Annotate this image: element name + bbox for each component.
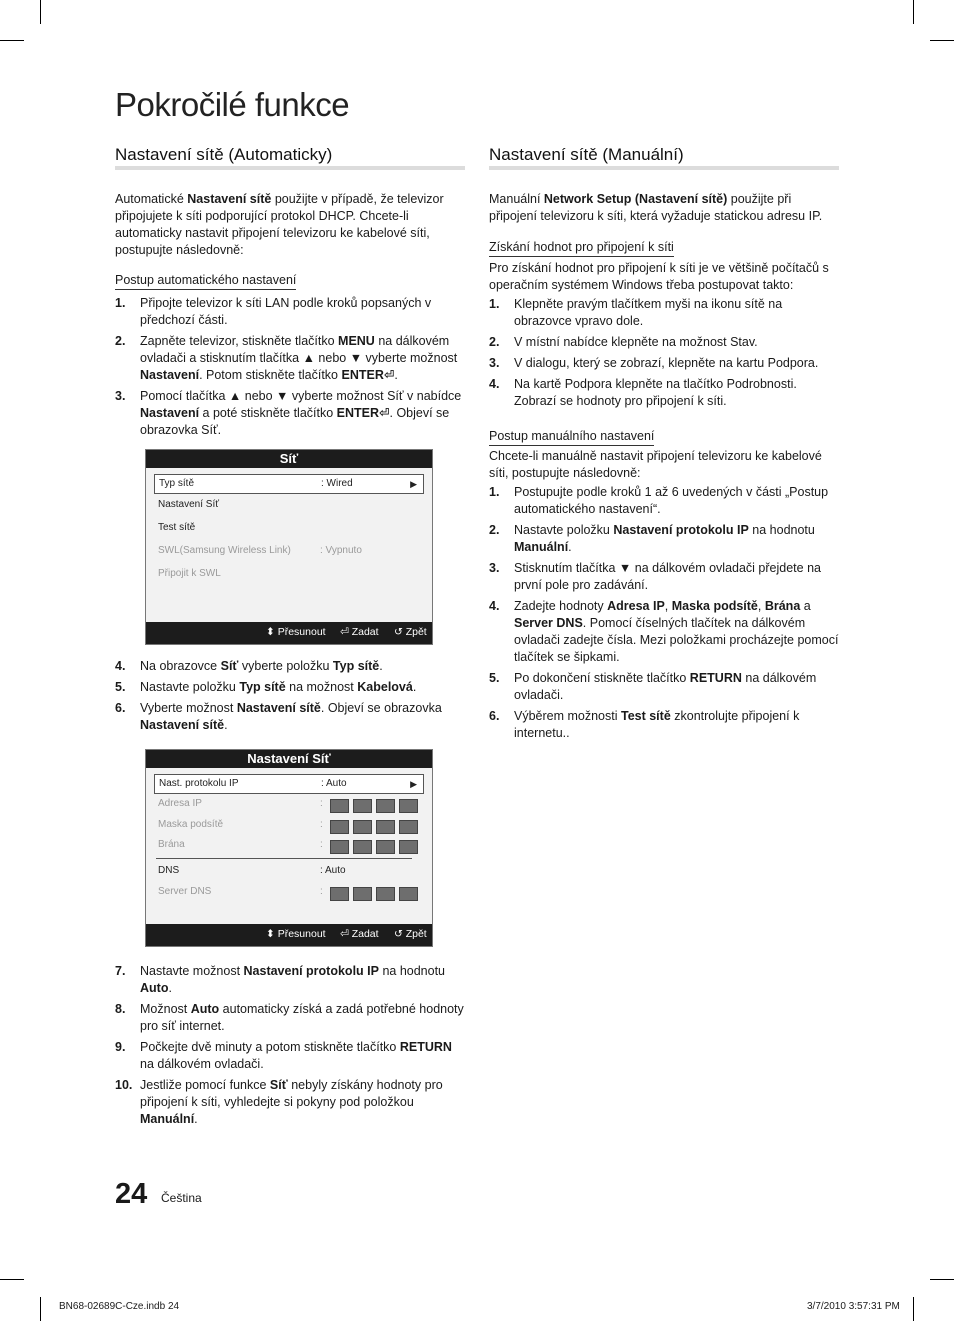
text-run: . — [379, 659, 383, 673]
step-number: 6. — [489, 709, 500, 723]
text-run: Auto — [140, 981, 169, 995]
crop-mark — [930, 1279, 954, 1280]
subheading-auto-setup: Postup automatického nastavení — [115, 272, 296, 290]
step-text — [514, 522, 839, 556]
tv-menu-row[interactable] — [154, 496, 424, 514]
text-run: Test sítě — [620, 709, 671, 723]
text-run: vyberte položku — [238, 659, 333, 673]
step-number: 4. — [115, 659, 126, 673]
ip-field-group — [330, 819, 422, 837]
tv-menu-network — [145, 449, 433, 645]
tv-menu-row[interactable] — [154, 883, 424, 901]
print-date-info: 3/7/2010 3:57:31 PM — [807, 1301, 900, 1312]
text-run: Po dokončení stiskněte tlačítko — [514, 671, 690, 685]
tv-menu-row-label: Server DNS — [158, 886, 212, 897]
text-run: na dálkovém ovladači. — [140, 1057, 264, 1071]
text-run: Typ sítě — [332, 659, 380, 673]
section-heading-manual: Nastavení sítě (Manuální) — [489, 145, 839, 170]
back-hint: ↺ Zpět — [394, 626, 427, 638]
text-run: ENTER — [336, 406, 380, 420]
text-run: Nastavte položku — [140, 680, 240, 694]
step-item — [489, 334, 839, 351]
step-number: 5. — [489, 671, 500, 685]
ip-octet-field[interactable] — [376, 887, 395, 901]
step-number: 4. — [489, 377, 500, 391]
text-run: . — [224, 718, 228, 732]
step-item — [489, 708, 839, 742]
tv-menu-footer — [146, 924, 432, 946]
intro-paragraph — [489, 191, 839, 225]
ip-octet-field[interactable] — [376, 840, 395, 854]
step-text — [514, 376, 839, 410]
step-text — [514, 296, 839, 330]
right-column — [489, 145, 839, 746]
step-text — [514, 355, 839, 372]
step-number: 1. — [489, 485, 500, 499]
step-number: 2. — [115, 334, 126, 348]
text-run: Pro získání hodnot pro připojení k síti je ve většině počítačů s operačním systémem Windows třeba postupovat takto: — [489, 261, 829, 292]
step-item — [115, 963, 465, 997]
tv-menu-network-setup — [145, 749, 433, 947]
text-run: ⏎ — [379, 406, 390, 420]
tv-menu-row[interactable] — [154, 862, 424, 880]
step-item — [115, 679, 465, 696]
text-run: automaticky získá a zadá potřebné hodnoty pro síť internet. — [140, 1002, 464, 1033]
tv-menu-row[interactable] — [154, 774, 424, 794]
text-run: . Pomocí číselných tlačítek na dálkovém ovladači zadejte čísla. Mezi položkami procházejte pomocí tlačítek se šipkami. — [514, 616, 839, 664]
ip-octet-field[interactable] — [399, 799, 418, 813]
arrow-right-icon: ▶ — [410, 779, 417, 789]
tv-menu-title: Síť — [146, 450, 432, 468]
ip-octet-field[interactable] — [376, 820, 395, 834]
ip-octet-field[interactable] — [353, 820, 372, 834]
subheading-manual-setup: Postup manuálního nastavení — [489, 428, 654, 446]
step-item — [115, 700, 465, 734]
step-item — [489, 670, 839, 704]
text-run: RETURN — [689, 671, 742, 685]
ip-octet-field[interactable] — [330, 887, 349, 901]
text-run: použijte při připojení televizoru k síti, která vyžaduje statickou adresu IP. — [489, 192, 823, 223]
text-run: , — [757, 599, 765, 613]
move-hint: ⬍ Přesunout — [266, 626, 326, 638]
text-run: . Objeví se obrazovka — [320, 701, 442, 715]
tv-menu-row-value: : Auto — [320, 865, 346, 876]
step-number: 9. — [115, 1040, 126, 1054]
crop-mark — [913, 0, 914, 24]
step-text — [140, 963, 465, 997]
tv-menu-row-value: : — [320, 886, 323, 897]
step-text — [140, 679, 465, 696]
text-run: Síť — [269, 1078, 288, 1092]
text-run: RETURN — [399, 1040, 452, 1054]
tv-menu-row[interactable] — [154, 836, 424, 854]
text-run: Typ sítě — [239, 680, 286, 694]
text-run: Zapněte televizor, stiskněte tlačítko — [140, 334, 339, 348]
text-run: a poté stiskněte tlačítko — [199, 406, 337, 420]
step-text — [140, 333, 465, 384]
step-number: 3. — [489, 356, 500, 370]
tv-menu-row-value: : Auto — [321, 778, 347, 789]
text-run: Zadejte hodnoty — [514, 599, 608, 613]
text-run: . — [194, 1112, 198, 1126]
text-run: Nastavení sítě — [140, 718, 225, 732]
text-run: zkontrolujte připojení k internetu.. — [514, 709, 800, 740]
text-run: Maska podsítě — [671, 599, 758, 613]
page-number: 24 — [115, 1178, 148, 1210]
ip-octet-field[interactable] — [376, 799, 395, 813]
text-run: Výběrem možnosti — [514, 709, 621, 723]
ip-octet-field[interactable] — [353, 840, 372, 854]
text-run: Adresa IP — [607, 599, 665, 613]
back-hint: ↺ Zpět — [394, 928, 427, 940]
sub1-intro — [489, 260, 839, 294]
divider — [156, 858, 412, 859]
step-text — [514, 598, 839, 666]
tv-menu-row-label: Brána — [158, 839, 185, 850]
step-number: 4. — [489, 599, 500, 613]
text-run: použijte v případě, že televizor připojujete k síti podporující protokol DHCP. Chcete-li automaticky nastavit připojení televizoru ke kabelové síti, postupujte následovně: — [115, 192, 444, 257]
enter-hint: ⏎ Zadat — [340, 928, 379, 940]
crop-mark — [0, 1279, 24, 1280]
text-run: Klepněte pravým tlačítkem myši na ikonu sítě na obrazovce vpravo dole. — [514, 297, 783, 328]
crop-mark — [40, 1297, 41, 1321]
page-title: Pokročilé funkce — [115, 86, 350, 123]
step-item — [489, 484, 839, 518]
text-run: . Potom stiskněte tlačítko — [199, 368, 342, 382]
tv-menu-row-label: Test sítě — [158, 522, 196, 533]
text-run: . — [168, 981, 172, 995]
text-run: Jestliže pomocí funkce — [140, 1078, 270, 1092]
step-number: 6. — [115, 701, 126, 715]
tv-menu-row-label: SWL(Samsung Wireless Link) — [158, 545, 291, 556]
text-run: . Objeví se obrazovka Síť. — [140, 406, 450, 437]
text-run: na hodnotu — [378, 964, 446, 978]
text-run: Nastavte položku — [514, 523, 614, 537]
step-text — [140, 1077, 465, 1128]
steps-list-7-10 — [115, 963, 465, 1128]
text-run: Manuální — [140, 1112, 195, 1126]
step-text — [140, 700, 465, 734]
step-text — [140, 1001, 465, 1035]
step-item — [489, 560, 839, 594]
text-run: V místní nabídce klepněte na možnost Stav. — [514, 335, 758, 349]
step-number: 2. — [489, 335, 500, 349]
text-run: . — [412, 680, 417, 694]
ip-octet-field[interactable] — [353, 799, 372, 813]
language-label: Čeština — [161, 1191, 202, 1205]
ip-octet-field[interactable] — [353, 887, 372, 901]
crop-mark — [40, 0, 41, 24]
step-item — [115, 1077, 465, 1128]
step-item — [115, 388, 465, 439]
steps-list-1-3 — [115, 295, 465, 439]
tv-menu-row-value: : Wired — [321, 478, 353, 489]
text-run: Kabelová — [357, 680, 413, 694]
crop-mark — [913, 1297, 914, 1321]
text-run: nebyly získány hodnoty pro připojení k síti, vyhledejte si pokyny pod položkou — [140, 1078, 443, 1109]
tv-menu-row[interactable] — [154, 816, 424, 834]
text-run: . — [568, 540, 572, 554]
tv-menu-row-value: : Vypnuto — [320, 545, 362, 556]
text-run: Stisknutím tlačítka ▼ na dálkovém ovladači přejdete na první pole pro zadávání. — [514, 561, 821, 592]
text-run: Nastavení sítě — [187, 192, 272, 206]
text-run: Server DNS — [514, 616, 583, 630]
ip-octet-field[interactable] — [330, 820, 349, 834]
step-number: 2. — [489, 523, 500, 537]
text-run: Automatické — [115, 192, 188, 206]
arrow-right-icon: ▶ — [410, 479, 417, 489]
text-run: Network Setup (Nastavení sítě) — [543, 192, 728, 206]
text-run: Brána — [764, 599, 801, 613]
intro-paragraph — [115, 191, 465, 259]
text-run: Manuální — [514, 540, 569, 554]
move-hint: ⬍ Přesunout — [266, 928, 326, 940]
step-item — [489, 522, 839, 556]
ip-field-group — [330, 839, 422, 857]
step-text — [514, 670, 839, 704]
step-item — [115, 1039, 465, 1073]
step-number: 3. — [115, 389, 126, 403]
step-item — [489, 376, 839, 410]
text-run: na možnost — [285, 680, 358, 694]
text-run: Nastavte možnost — [140, 964, 244, 978]
print-file-info: BN68-02689C-Cze.indb 24 — [59, 1301, 180, 1312]
ip-field-group — [330, 886, 422, 904]
step-item — [115, 658, 465, 675]
step-text — [140, 1039, 465, 1073]
text-run: Na obrazovce — [140, 659, 221, 673]
tv-menu-row[interactable] — [154, 795, 424, 813]
step-number: 8. — [115, 1002, 126, 1016]
ip-octet-field[interactable] — [399, 887, 418, 901]
steps-list-manual — [489, 484, 839, 742]
text-run: Nastavení sítě — [236, 701, 321, 715]
tv-menu-row-value: : — [320, 819, 323, 830]
text-run: Počkejte dvě minuty a potom stiskněte tlačítko — [140, 1040, 400, 1054]
text-run: Síť — [220, 659, 239, 673]
step-item — [489, 355, 839, 372]
text-run: Chcete-li manuálně nastavit připojení televizoru ke kabelové síti, postupujte následovně: — [489, 449, 822, 480]
text-run: Na kartě Podpora klepněte na tlačítko Podrobnosti. Zobrazí se hodnoty pro připojení k síti. — [514, 377, 797, 408]
tv-menu-row-value: : — [320, 839, 323, 850]
steps-list-4-6 — [115, 658, 465, 734]
enter-hint: ⏎ Zadat — [340, 626, 379, 638]
steps-list-get-values — [489, 296, 839, 410]
step-text — [140, 388, 465, 439]
subheading-get-values: Získání hodnot pro připojení k síti — [489, 239, 674, 257]
tv-menu-row-label: Maska podsítě — [158, 819, 224, 830]
tv-menu-title: Nastavení Síť — [146, 750, 432, 768]
text-run: V dialogu, který se zobrazí, klepněte na kartu Podpora. — [514, 356, 819, 370]
text-run: , — [664, 599, 672, 613]
step-text — [514, 334, 839, 351]
step-item — [115, 333, 465, 384]
step-text — [514, 560, 839, 594]
tv-menu-row[interactable] — [154, 519, 424, 537]
text-run: ENTER — [341, 368, 384, 382]
step-number: 1. — [489, 297, 500, 311]
text-run: Připojte televizor k síti LAN podle kroků popsaných v předchozí části. — [140, 296, 432, 327]
text-run: na hodnotu — [748, 523, 815, 537]
tv-menu-row[interactable] — [154, 565, 424, 583]
step-number: 3. — [489, 561, 500, 575]
step-text — [140, 658, 465, 675]
text-run: Manuální — [489, 192, 544, 206]
tv-menu-row[interactable] — [154, 542, 424, 560]
crop-mark — [0, 40, 24, 41]
text-run: ⏎ — [383, 368, 395, 382]
text-run: . — [394, 368, 398, 382]
text-run: a — [800, 599, 811, 613]
ip-octet-field[interactable] — [330, 799, 349, 813]
tv-menu-row-label: Připojit k SWL — [158, 568, 221, 579]
tv-menu-row-label: Nastavení Síť — [158, 499, 220, 510]
ip-octet-field[interactable] — [399, 820, 418, 834]
tv-menu-row[interactable] — [154, 474, 424, 494]
text-run: Možnost — [140, 1002, 191, 1016]
text-run: Nastavení — [140, 406, 200, 420]
text-run: Pomocí tlačítka ▲ nebo ▼ vyberte možnost Síť v nabídce — [140, 389, 462, 403]
tv-menu-row-label: DNS — [158, 865, 180, 876]
tv-menu-row-label: Typ sítě — [159, 478, 195, 489]
step-item — [115, 1001, 465, 1035]
step-text — [140, 295, 465, 329]
step-number: 1. — [115, 296, 126, 310]
tv-menu-row-label: Adresa IP — [158, 798, 202, 809]
text-run: Auto — [190, 1002, 220, 1016]
text-run: na dálkovém ovladači. — [514, 671, 817, 702]
ip-octet-field[interactable] — [399, 840, 418, 854]
step-text — [514, 484, 839, 518]
ip-field-group — [330, 798, 422, 816]
text-run: Nastavení protokolu IP — [243, 964, 379, 978]
step-number: 5. — [115, 680, 126, 694]
text-run: na dálkovém ovladači a stisknutím tlačítka ▲ nebo ▼ vyberte možnost — [140, 334, 458, 365]
section-heading-auto: Nastavení sítě (Automaticky) — [115, 145, 465, 170]
text-run: MENU — [338, 334, 375, 348]
text-run: Nastavení — [140, 368, 200, 382]
step-item — [489, 296, 839, 330]
step-text — [514, 708, 839, 742]
step-number: 10. — [115, 1078, 133, 1092]
left-column — [115, 145, 465, 1132]
step-item — [489, 598, 839, 666]
text-run: Postupujte podle kroků 1 až 6 uvedených v části „Postup automatického nastavení“. — [514, 485, 829, 516]
tv-menu-row-value: : — [320, 798, 323, 809]
tv-menu-footer — [146, 622, 432, 644]
crop-mark — [930, 40, 954, 41]
step-item — [115, 295, 465, 329]
step-number: 7. — [115, 964, 126, 978]
sub2-intro — [489, 448, 839, 482]
ip-octet-field[interactable] — [330, 840, 349, 854]
text-run: Nastavení protokolu IP — [613, 523, 749, 537]
tv-menu-row-label: Nast. protokolu IP — [159, 778, 239, 789]
text-run: Vyberte možnost — [140, 701, 237, 715]
